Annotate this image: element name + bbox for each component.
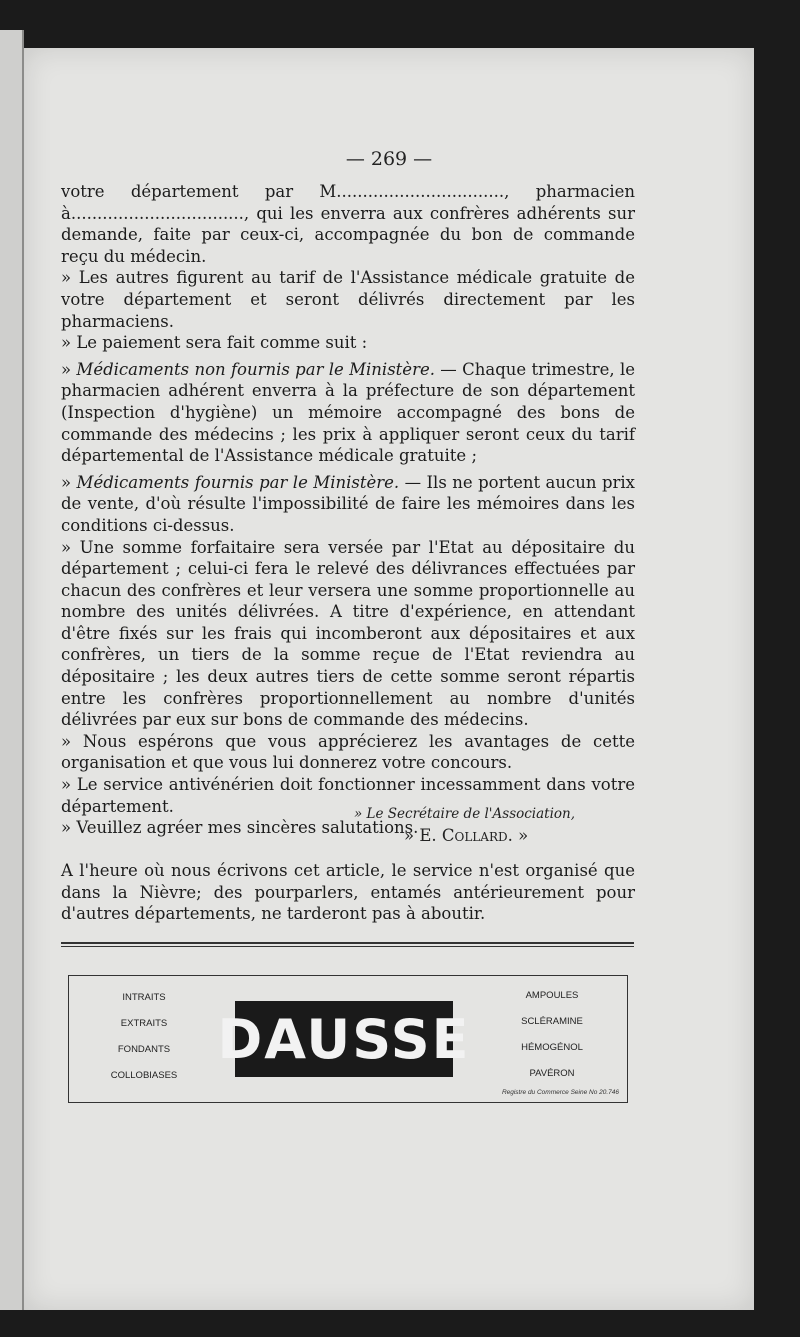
signature-surname: Collard bbox=[441, 826, 508, 845]
advertisement-box bbox=[68, 975, 628, 1103]
ad-item: HÉMOGÉNOL bbox=[521, 1042, 583, 1053]
paragraph: » Le service antivénérien doit fonctionner incessamment dans votre département. bbox=[61, 775, 635, 816]
ad-item: AMPOULES bbox=[525, 990, 579, 1001]
signature-title: » Le Secrétaire de l'Association, bbox=[354, 806, 576, 822]
quote-mark: » bbox=[61, 472, 77, 492]
paragraph: A l'heure où nous écrivons cet article, le service n'est organisé que dans la Nièvre; des pourparlers, entamés antérieurement pour d'autres départements, ne tarderont pas à aboutir. bbox=[61, 861, 635, 924]
item-text: — Chaque trimestre, le pharmacien adhérent enverra à la préfecture de son département (Inspection d'hygiène) un mémoire accompagné des bons de commande des médecins ; les prix à appliquer seront ceux du tarif départemental de l'Assistance médicale gratuite ; bbox=[61, 359, 636, 466]
ad-item: EXTRAITS bbox=[120, 1018, 168, 1029]
ad-item: PAVÉRON bbox=[529, 1068, 575, 1079]
paragraph-item-1 bbox=[61, 359, 635, 467]
item-heading: Médicaments fournis par le Ministère. bbox=[76, 472, 400, 492]
signature-suffix: . » bbox=[507, 826, 529, 845]
document-page bbox=[24, 48, 754, 1310]
signature-prefix: » E. bbox=[404, 826, 442, 845]
ad-item: FONDANTS bbox=[117, 1044, 171, 1055]
registry-note: Registre du Commerce Seine No 20.746 bbox=[501, 1089, 619, 1096]
ad-item: INTRAITS bbox=[122, 992, 166, 1003]
paragraph-item-2 bbox=[61, 472, 635, 537]
brand-logo: DAUSSE bbox=[235, 1001, 453, 1077]
ad-right-list bbox=[487, 990, 617, 1094]
paragraph: » Le paiement sera fait comme suit : bbox=[61, 333, 368, 353]
paragraph: » Veuillez agréer mes sincères salutations. bbox=[61, 818, 419, 838]
paragraph: » Les autres figurent au tarif de l'Assistance médicale gratuite de votre département et seront délivrés directement par les pharmaciens. bbox=[61, 268, 635, 331]
item-heading: Médicaments non fournis par le Ministère. bbox=[76, 359, 435, 379]
body-text bbox=[61, 181, 635, 839]
ad-left-list bbox=[69, 992, 219, 1096]
adjacent-page-edge bbox=[0, 30, 24, 1310]
double-rule-divider bbox=[61, 942, 634, 947]
paragraph: » Nous espérons que vous apprécierez les avantages de cette organisation et que vous lui donnerez votre concours. bbox=[61, 731, 635, 773]
ad-item: SCLÉRAMINE bbox=[521, 1016, 583, 1027]
ad-item: COLLOBIASES bbox=[110, 1070, 178, 1081]
item-text: — Ils ne portent aucun prix de vente, d'où résulte l'impossibilité de faire les mémoires dans les conditions ci-dessus. bbox=[61, 472, 635, 535]
paragraph: votre département par M................................, pharmacien à................................., qui les enverra aux confrères adhérents sur demande, faite par ceux-ci, accompagnée du bon de commande reçu du médecin. bbox=[61, 182, 635, 266]
paragraph: » Une somme forfaitaire sera versée par l'Etat au dépositaire du département ; celui-ci fera le relevé des délivrances effectuées par chacun des confrères et leur versera une somme proportionnelle au nombre des unités délivrées. A titre d'expérience, en attendant d'être fixés sur les frais qui incomberont aux dépositaires et aux confrères, un tiers de la somme reçue de l'Etat reviendra au dépositaire ; les deux autres tiers de cette somme seront répartis entre les confrères proportionnellement au nombre d'unités délivrées par eux sur bons de commande des médecins. bbox=[61, 537, 635, 730]
signature-name bbox=[404, 826, 528, 845]
quote-mark: » bbox=[61, 359, 77, 379]
page-number: — 269 — bbox=[345, 148, 433, 170]
closing-paragraph bbox=[61, 860, 635, 925]
